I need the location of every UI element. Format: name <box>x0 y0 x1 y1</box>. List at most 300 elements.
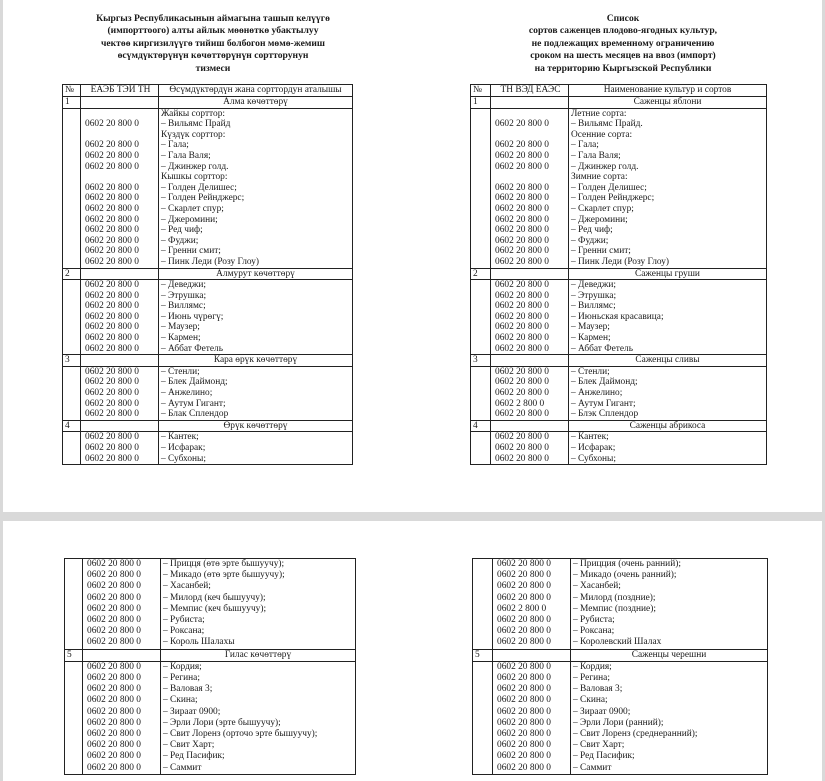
code-cell: 0602 20 800 0 <box>81 236 159 247</box>
variety-name: – Аббат Фетель <box>569 344 767 355</box>
title-line: сортов саженцев плодово-ягодных культур, <box>528 25 718 37</box>
table-row <box>471 454 767 465</box>
variety-name: – Июнь чүрөгү; <box>159 312 353 323</box>
table-row <box>471 151 767 162</box>
variety-name: – Субхоны; <box>569 454 767 465</box>
code-cell: 0602 20 800 0 <box>493 673 571 684</box>
variety-name: – Гала Валя; <box>159 151 353 162</box>
table-row <box>63 172 353 183</box>
number-cell <box>65 604 83 615</box>
number-cell <box>63 151 81 162</box>
table-row <box>63 280 353 291</box>
code-cell: 0602 20 800 0 <box>83 718 161 729</box>
header-name: Өсүмдүктөрдүн жана сорттордун аталышы <box>159 85 353 97</box>
table-header-row <box>63 85 353 97</box>
variety-name: – Ред Пасифик; <box>161 751 356 762</box>
code-cell: 0602 20 800 0 <box>491 344 569 355</box>
variety-name: – Аутум Гигант; <box>159 399 353 410</box>
table-row <box>471 108 767 119</box>
table-row <box>63 366 353 377</box>
code-cell: 0602 20 800 0 <box>81 366 159 377</box>
code-cell: 0602 20 800 0 <box>81 280 159 291</box>
table-row <box>471 432 767 443</box>
variety-name: – Фуджи; <box>159 236 353 247</box>
code-cell <box>491 130 569 141</box>
code-cell: 0602 20 800 0 <box>83 593 161 604</box>
section-title: Гилас көчөттөрү <box>161 649 356 661</box>
variety-name: – Джинжер голд. <box>159 162 353 173</box>
table-row <box>471 130 767 141</box>
code-cell <box>491 172 569 183</box>
code-cell: 0602 20 800 0 <box>83 673 161 684</box>
variety-name: – Маузер; <box>569 322 767 333</box>
table-russian-continued <box>472 558 768 775</box>
code-cell: 0602 20 800 0 <box>81 204 159 215</box>
title-line: Список <box>606 13 640 24</box>
table-row <box>63 409 353 420</box>
code-cell: 0602 20 800 0 <box>81 333 159 344</box>
table-row <box>471 183 767 194</box>
variety-name: – Ред чиф; <box>159 225 353 236</box>
code-cell: 0602 20 800 0 <box>491 322 569 333</box>
variety-name: – Ред чиф; <box>569 225 767 236</box>
number-cell <box>471 130 491 141</box>
variety-name: – Этрушка; <box>159 291 353 302</box>
code-cell: 0602 20 800 0 <box>81 432 159 443</box>
code-cell: 0602 20 800 0 <box>81 377 159 388</box>
number-cell <box>63 432 81 443</box>
number-cell <box>63 257 81 268</box>
table-row <box>471 257 767 268</box>
code-cell: 0602 20 800 0 <box>491 119 569 130</box>
number-cell <box>471 432 491 443</box>
table-row <box>471 204 767 215</box>
section-title: Саженцы черешни <box>571 649 768 661</box>
variety-name: – Скарлет спур; <box>569 204 767 215</box>
variety-name: – Вильямс Прайд <box>159 119 353 130</box>
table-row <box>63 204 353 215</box>
number-cell <box>63 215 81 226</box>
document-page-2 <box>3 521 822 781</box>
variety-name: – Виллямс; <box>569 301 767 312</box>
variety-name: – Микадо (очень ранний); <box>571 570 768 581</box>
title-line: чектөө киргизилүүгө тийиш болбогон мөмө-жемиш <box>100 37 326 49</box>
variety-name: – Зираат 0900; <box>161 707 356 718</box>
table-row <box>471 193 767 204</box>
table-row <box>63 236 353 247</box>
code-cell: 0602 20 800 0 <box>491 291 569 302</box>
variety-name: – Фуджи; <box>569 236 767 247</box>
variety-name: – Хасанбей; <box>161 581 356 592</box>
variety-name: – Эрли Лори (эрте бышуучу); <box>161 718 356 729</box>
section-title: Саженцы яблони <box>569 97 767 109</box>
variety-name: Осенние сорта: <box>569 130 767 141</box>
code-cell <box>491 108 569 119</box>
table-row <box>473 637 768 649</box>
number-cell <box>471 322 491 333</box>
table-row <box>471 344 767 355</box>
code-cell <box>81 108 159 119</box>
variety-name: Жайкы сорттор: <box>159 108 353 119</box>
variety-name: – Гала; <box>569 140 767 151</box>
number-cell <box>473 615 493 626</box>
code-cell <box>493 649 571 661</box>
table-row <box>473 673 768 684</box>
code-cell: 0602 20 800 0 <box>491 301 569 312</box>
code-cell <box>491 420 569 432</box>
variety-name: – Свит Лоренз (среднеранний); <box>571 729 768 740</box>
header-no: № <box>63 85 81 97</box>
number-cell <box>473 684 493 695</box>
document-page-1 <box>3 0 822 512</box>
code-cell: 0602 20 800 0 <box>81 183 159 194</box>
code-cell: 0602 20 800 0 <box>491 151 569 162</box>
table-row <box>65 637 356 649</box>
number-cell <box>63 333 81 344</box>
code-cell: 0602 20 800 0 <box>81 322 159 333</box>
number-cell <box>63 388 81 399</box>
table-row <box>471 291 767 302</box>
code-cell: 0602 20 800 0 <box>81 193 159 204</box>
number-cell <box>63 312 81 323</box>
table-row <box>471 119 767 130</box>
section-title: Саженцы сливы <box>569 355 767 367</box>
number-cell <box>471 388 491 399</box>
variety-name: – Исфарак; <box>569 443 767 454</box>
number-cell <box>65 661 83 673</box>
table-row <box>473 593 768 604</box>
code-cell: 0602 20 800 0 <box>493 763 571 775</box>
code-cell <box>81 130 159 141</box>
section-title: Өрүк көчөттөрү <box>159 420 353 432</box>
section-row <box>471 420 767 432</box>
table-kyrgyz-continued <box>64 558 356 775</box>
code-cell: 0602 20 800 0 <box>491 236 569 247</box>
number-cell <box>473 718 493 729</box>
table-row <box>471 322 767 333</box>
table-row <box>63 257 353 268</box>
table-row <box>65 695 356 706</box>
section-number: 1 <box>63 97 81 109</box>
variety-name: – Король Шалахы <box>161 637 356 649</box>
code-cell: 0602 20 800 0 <box>491 443 569 454</box>
number-cell <box>65 593 83 604</box>
section-row <box>471 355 767 367</box>
section-row <box>471 97 767 109</box>
table-row <box>63 108 353 119</box>
number-cell <box>473 740 493 751</box>
code-cell: 0602 20 800 0 <box>81 388 159 399</box>
variety-name: – Джеромини; <box>159 215 353 226</box>
code-cell <box>83 649 161 661</box>
variety-name: – Джеромини; <box>569 215 767 226</box>
number-cell <box>63 172 81 183</box>
variety-name: – Джинжер голд. <box>569 162 767 173</box>
variety-name: – Саммит <box>571 763 768 775</box>
variety-name: – Кармен; <box>159 333 353 344</box>
variety-name: – Милорд (кеч бышуучу); <box>161 593 356 604</box>
variety-name: – Свит Лоренз (орточо эрте бышуучу); <box>161 729 356 740</box>
variety-name: – Этрушка; <box>569 291 767 302</box>
code-cell: 0602 20 800 0 <box>81 409 159 420</box>
section-row <box>63 268 353 280</box>
variety-name: – Гала; <box>159 140 353 151</box>
number-cell <box>473 763 493 775</box>
code-cell <box>81 355 159 367</box>
number-cell <box>473 661 493 673</box>
code-cell <box>491 268 569 280</box>
table-row <box>63 291 353 302</box>
code-cell: 0602 20 800 0 <box>83 695 161 706</box>
table-row <box>471 333 767 344</box>
table-row <box>65 559 356 571</box>
title-line: тизмеси <box>195 62 231 74</box>
number-cell <box>473 559 493 571</box>
number-cell <box>63 344 81 355</box>
code-cell: 0602 20 800 0 <box>491 280 569 291</box>
table-row <box>63 193 353 204</box>
number-cell <box>63 377 81 388</box>
table-row <box>471 236 767 247</box>
number-cell <box>63 409 81 420</box>
number-cell <box>65 615 83 626</box>
code-cell: 0602 20 800 0 <box>81 301 159 312</box>
title-line: сроком на шесть месяцев на ввоз (импорт) <box>530 50 716 62</box>
variety-name: – Субхоны; <box>159 454 353 465</box>
section-number: 3 <box>471 355 491 367</box>
code-cell: 0602 20 800 0 <box>493 695 571 706</box>
variety-name: Зимние сорта: <box>569 172 767 183</box>
code-cell: 0602 20 800 0 <box>491 204 569 215</box>
table-row <box>63 162 353 173</box>
number-cell <box>65 626 83 637</box>
number-cell <box>473 707 493 718</box>
code-cell: 0602 20 800 0 <box>491 257 569 268</box>
number-cell <box>471 183 491 194</box>
code-cell: 0602 20 800 0 <box>81 151 159 162</box>
table-row <box>65 729 356 740</box>
number-cell <box>473 581 493 592</box>
section-row <box>473 649 768 661</box>
section-number: 5 <box>473 649 493 661</box>
variety-name: – Скина; <box>161 695 356 706</box>
number-cell <box>65 684 83 695</box>
table-row <box>65 615 356 626</box>
variety-name: – Скина; <box>571 695 768 706</box>
table-row <box>471 377 767 388</box>
variety-name: – Анжелино; <box>159 388 353 399</box>
variety-name: – Саммит <box>161 763 356 775</box>
code-cell: 0602 20 800 0 <box>491 246 569 257</box>
number-cell <box>473 604 493 615</box>
table-row <box>63 183 353 194</box>
table-row <box>471 366 767 377</box>
number-cell <box>65 707 83 718</box>
code-cell: 0602 2 800 0 <box>491 399 569 410</box>
code-cell: 0602 20 800 0 <box>81 225 159 236</box>
number-cell <box>63 322 81 333</box>
variety-name: – Исфарак; <box>159 443 353 454</box>
variety-name: – Милорд (поздние); <box>571 593 768 604</box>
code-cell: 0602 20 800 0 <box>81 291 159 302</box>
variety-name: – Гренни смит; <box>569 246 767 257</box>
title-line: Кыргыз Республикасынын аймагына ташып келүүгө <box>96 13 330 24</box>
variety-name: – Кордия; <box>571 661 768 673</box>
code-cell: 0602 20 800 0 <box>491 225 569 236</box>
code-cell: 0602 20 800 0 <box>81 344 159 355</box>
code-cell: 0602 20 800 0 <box>81 119 159 130</box>
variety-name: – Анжелино; <box>569 388 767 399</box>
variety-name: – Мемпис (кеч бышуучу); <box>161 604 356 615</box>
code-cell: 0602 20 800 0 <box>83 626 161 637</box>
table-row <box>63 301 353 312</box>
code-cell: 0602 20 800 0 <box>491 215 569 226</box>
table-row <box>471 140 767 151</box>
code-cell: 0602 20 800 0 <box>81 443 159 454</box>
code-cell: 0602 20 800 0 <box>83 604 161 615</box>
table-row <box>63 388 353 399</box>
number-cell <box>65 718 83 729</box>
table-row <box>473 751 768 762</box>
table-row <box>473 684 768 695</box>
variety-name: – Роксана; <box>161 626 356 637</box>
code-cell: 0602 20 800 0 <box>83 661 161 673</box>
table-row <box>65 707 356 718</box>
code-cell: 0602 20 800 0 <box>81 140 159 151</box>
code-cell <box>81 268 159 280</box>
table-row <box>65 604 356 615</box>
variety-name: – Блек Даймонд; <box>569 377 767 388</box>
code-cell: 0602 20 800 0 <box>493 559 571 571</box>
variety-name: – Голден Рейнджерс; <box>569 193 767 204</box>
table-row <box>63 344 353 355</box>
number-cell <box>63 399 81 410</box>
table-row <box>65 581 356 592</box>
number-cell <box>63 183 81 194</box>
title-kyrgyz <box>53 13 373 75</box>
number-cell <box>65 637 83 649</box>
code-cell: 0602 20 800 0 <box>83 615 161 626</box>
variety-name: – Июньская красавица; <box>569 312 767 323</box>
table-row <box>63 119 353 130</box>
table-row <box>473 661 768 673</box>
variety-name: – Мемпис (поздние); <box>571 604 768 615</box>
table-kyrgyz <box>62 84 353 465</box>
number-cell <box>471 204 491 215</box>
table-row <box>473 707 768 718</box>
section-title: Алма көчөттөрү <box>159 97 353 109</box>
code-cell: 0602 20 800 0 <box>83 637 161 649</box>
code-cell <box>491 355 569 367</box>
number-cell <box>473 570 493 581</box>
table-row <box>473 559 768 571</box>
code-cell: 0602 20 800 0 <box>493 626 571 637</box>
code-cell: 0602 20 800 0 <box>493 729 571 740</box>
number-cell <box>63 119 81 130</box>
code-cell: 0602 20 800 0 <box>81 257 159 268</box>
section-number: 4 <box>63 420 81 432</box>
section-title: Кара өрүк көчөттөрү <box>159 355 353 367</box>
number-cell <box>63 301 81 312</box>
table-russian <box>470 84 767 465</box>
table-row <box>471 409 767 420</box>
table-row <box>473 615 768 626</box>
section-row <box>471 268 767 280</box>
section-number: 4 <box>471 420 491 432</box>
table-row <box>65 763 356 775</box>
number-cell <box>471 443 491 454</box>
number-cell <box>473 751 493 762</box>
variety-name: Кышкы сорттор: <box>159 172 353 183</box>
variety-name: – Прицця (өтө эрте бышуучу); <box>161 559 356 571</box>
table-row <box>471 172 767 183</box>
section-number: 1 <box>471 97 491 109</box>
code-cell: 0602 20 800 0 <box>491 312 569 323</box>
code-cell: 0602 20 800 0 <box>491 333 569 344</box>
number-cell <box>471 236 491 247</box>
number-cell <box>473 593 493 604</box>
table-row <box>63 399 353 410</box>
variety-name: – Стенли; <box>159 366 353 377</box>
number-cell <box>471 119 491 130</box>
table-row <box>65 684 356 695</box>
table-row <box>65 718 356 729</box>
code-cell: 0602 20 800 0 <box>493 661 571 673</box>
table-row <box>473 740 768 751</box>
number-cell <box>65 751 83 762</box>
code-cell: 0602 2 800 0 <box>493 604 571 615</box>
number-cell <box>471 312 491 323</box>
code-cell: 0602 20 800 0 <box>493 615 571 626</box>
code-cell: 0602 20 800 0 <box>81 246 159 257</box>
variety-name: – Пинк Леди (Розу Глоу) <box>159 257 353 268</box>
code-cell: 0602 20 800 0 <box>493 740 571 751</box>
number-cell <box>63 236 81 247</box>
variety-name: – Аббат Фетель <box>159 344 353 355</box>
code-cell <box>81 97 159 109</box>
number-cell <box>65 673 83 684</box>
table-row <box>473 581 768 592</box>
table-row <box>65 740 356 751</box>
table-header-row <box>471 85 767 97</box>
variety-name: – Голден Делишес; <box>569 183 767 194</box>
code-cell: 0602 20 800 0 <box>491 454 569 465</box>
variety-name: – Рубиста; <box>161 615 356 626</box>
table-row <box>471 215 767 226</box>
section-title: Саженцы абрикоса <box>569 420 767 432</box>
code-cell: 0602 20 800 0 <box>83 684 161 695</box>
variety-name: – Хасанбей; <box>571 581 768 592</box>
code-cell: 0602 20 800 0 <box>491 377 569 388</box>
table-row <box>473 695 768 706</box>
number-cell <box>63 204 81 215</box>
variety-name: – Микадо (өтө эрте бышуучу); <box>161 570 356 581</box>
header-no: № <box>471 85 491 97</box>
number-cell <box>471 344 491 355</box>
code-cell: 0602 20 800 0 <box>493 718 571 729</box>
number-cell <box>63 246 81 257</box>
number-cell <box>471 301 491 312</box>
variety-name: – Гала Валя; <box>569 151 767 162</box>
section-row <box>63 97 353 109</box>
table-row <box>471 312 767 323</box>
number-cell <box>63 366 81 377</box>
number-cell <box>471 291 491 302</box>
number-cell <box>63 454 81 465</box>
section-number: 5 <box>65 649 83 661</box>
number-cell <box>65 763 83 775</box>
number-cell <box>65 695 83 706</box>
